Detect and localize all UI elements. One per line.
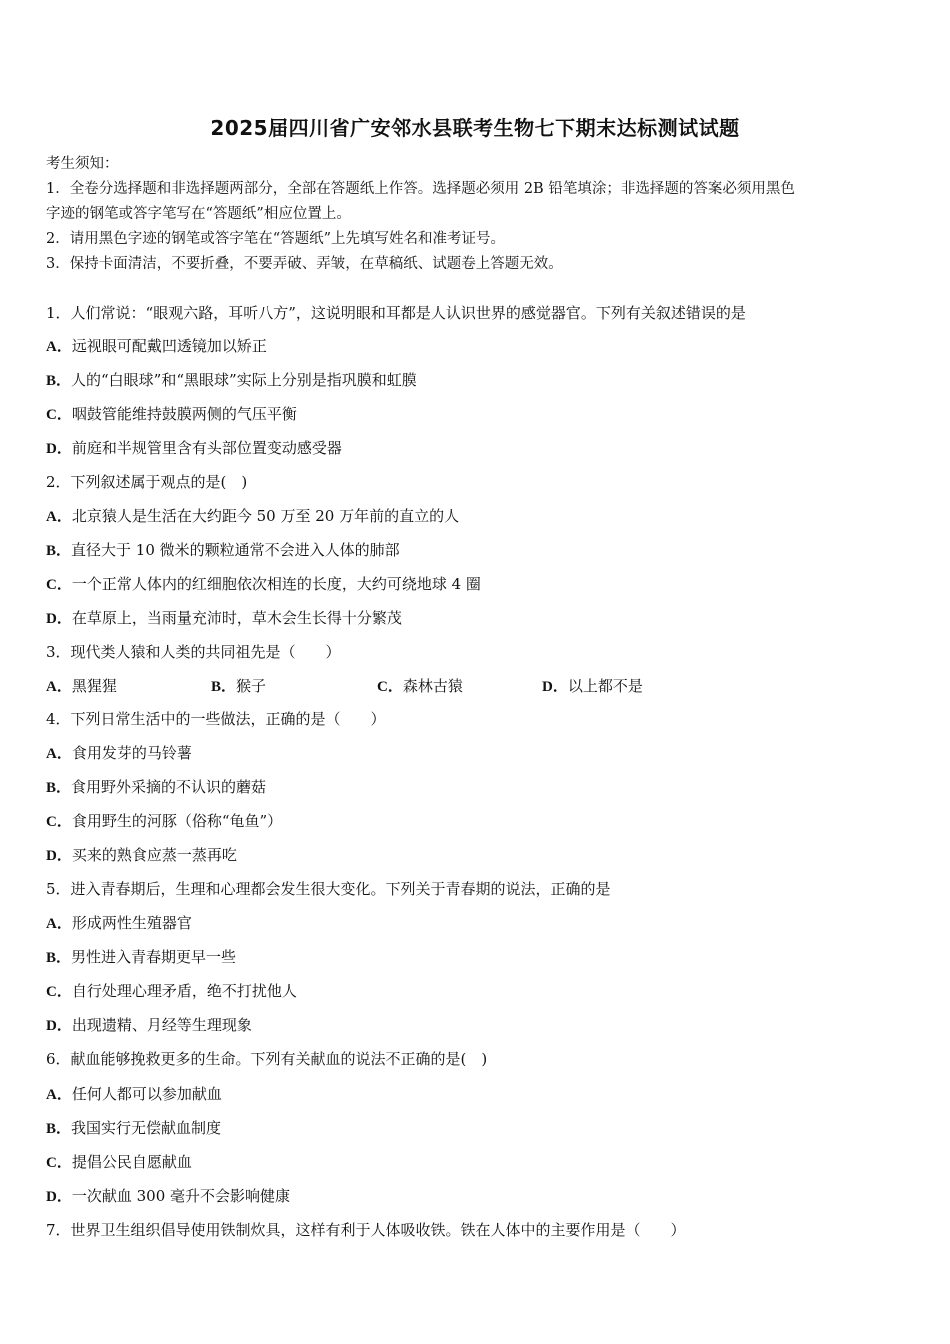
- option-text: 远视眼可配戴凹透镜加以矫正: [71, 337, 267, 355]
- notice-item: 字迹的钢笔或答字笔写在“答题纸”相应位置上。: [46, 206, 351, 222]
- option-label: B．: [46, 373, 72, 389]
- option-label: B．: [46, 543, 72, 559]
- answer-option: [46, 980, 297, 1001]
- question-stem: 5．进入青春期后，生理和心理都会发生很大变化。下列关于青春期的说法，正确的是: [46, 880, 611, 898]
- option-text: 男性进入青春期更早一些: [71, 948, 237, 966]
- option-label: C．: [46, 1155, 72, 1171]
- answer-option: [46, 844, 237, 865]
- answer-option: [46, 810, 282, 831]
- notice-heading: 考生须知：: [46, 156, 119, 172]
- option-text: 人的“白眼球”和“黑眼球”实际上分别是指巩膜和虹膜: [71, 371, 417, 389]
- option-label: B．: [46, 950, 72, 966]
- question-stem: 4．下列日常生活中的一些做法，正确的是（ ）: [46, 710, 386, 728]
- option-text: 任何人都可以参加献血: [71, 1085, 222, 1103]
- option-label: A．: [46, 916, 72, 932]
- option-label: A．: [46, 339, 72, 355]
- option-label: B．: [46, 1121, 72, 1137]
- answer-option: [46, 369, 417, 390]
- option-label: C．: [46, 407, 72, 423]
- option-text: 以上都不是: [567, 677, 643, 695]
- answer-options-row: [46, 675, 906, 697]
- answer-option: [46, 573, 481, 594]
- option-text: 直径大于 10 微米的颗粒通常不会进入人体的肺部: [71, 541, 400, 559]
- option-text: 自行处理心理矛盾，绝不打扰他人: [71, 982, 297, 1000]
- answer-option: [211, 675, 266, 696]
- answer-option: [46, 335, 267, 356]
- answer-option: [46, 539, 400, 560]
- exam-notice: [46, 152, 906, 277]
- answer-option: [46, 1014, 252, 1035]
- question-stem: 7．世界卫生组织倡导使用铁制炊具，这样有利于人体吸收铁。铁在人体中的主要作用是（ ）: [46, 1221, 686, 1239]
- option-label: A．: [46, 1087, 72, 1103]
- option-label: D．: [542, 679, 568, 695]
- answer-option: [542, 675, 643, 696]
- answer-option: [46, 1185, 290, 1206]
- notice-item: 2．请用黑色字迹的钢笔或答字笔在“答题纸”上先填写姓名和准考证号。: [46, 231, 506, 247]
- option-text: 黑猩猩: [71, 677, 117, 695]
- option-text: 提倡公民自愿献血: [71, 1153, 192, 1171]
- option-label: C．: [46, 984, 72, 1000]
- option-label: D．: [46, 848, 72, 864]
- option-text: 食用发芽的马铃薯: [71, 744, 192, 762]
- option-text: 一次献血 300 毫升不会影响健康: [71, 1187, 291, 1205]
- option-label: B．: [46, 780, 72, 796]
- answer-option: [46, 946, 236, 967]
- option-text: 一个正常人体内的红细胞依次相连的长度，大约可绕地球 4 圈: [71, 575, 481, 593]
- option-label: C．: [46, 814, 72, 830]
- answer-option: [46, 505, 459, 526]
- answer-option: [46, 403, 297, 424]
- question-stem: 3．现代类人猿和人类的共同祖先是（ ）: [46, 643, 341, 661]
- option-label: A．: [46, 679, 72, 695]
- option-text: 在草原上，当雨量充沛时，草木会生长得十分繁茂: [71, 609, 402, 627]
- option-label: C．: [46, 577, 72, 593]
- option-text: 买来的熟食应蒸一蒸再吃: [71, 846, 237, 864]
- answer-option: [46, 675, 117, 696]
- answer-option: [46, 1151, 192, 1172]
- option-text: 北京猿人是生活在大约距今 50 万至 20 万年前的直立的人: [71, 507, 460, 525]
- question-stem: 1．人们常说：“眼观六路，耳听八方”，这说明眼和耳都是人认识世界的感觉器官。下列有关叙述错误的是: [46, 304, 746, 322]
- notice-item: 3．保持卡面清洁，不要折叠，不要弄破、弄皱，在草稿纸、试题卷上答题无效。: [46, 256, 563, 272]
- option-label: A．: [46, 509, 72, 525]
- option-text: 前庭和半规管里含有头部位置变动感受器: [71, 439, 342, 457]
- answer-option: [46, 912, 192, 933]
- exam-title: 2025届四川省广安邻水县联考生物七下期末达标测试试题: [210, 116, 740, 140]
- answer-option: [46, 607, 402, 628]
- option-text: 出现遗精、月经等生理现象: [71, 1016, 252, 1034]
- option-label: D．: [46, 1018, 72, 1034]
- option-text: 咽鼓管能维持鼓膜两侧的气压平衡: [71, 405, 297, 423]
- option-text: 森林古猿: [402, 677, 463, 695]
- option-label: D．: [46, 441, 72, 457]
- option-label: C．: [377, 679, 403, 695]
- option-text: 猴子: [236, 677, 267, 695]
- option-text: 食用野外采摘的不认识的蘑菇: [71, 778, 267, 796]
- option-label: D．: [46, 1189, 72, 1205]
- option-text: 食用野生的河豚（俗称“龟鱼”）: [71, 812, 283, 830]
- answer-option: [46, 776, 266, 797]
- option-label: D．: [46, 611, 72, 627]
- answer-option: [46, 1117, 221, 1138]
- option-text: 我国实行无偿献血制度: [71, 1119, 222, 1137]
- option-label: A．: [46, 746, 72, 762]
- answer-option: [46, 437, 342, 458]
- question-stem: 2．下列叙述属于观点的是( ): [46, 473, 248, 491]
- answer-option: [46, 1083, 222, 1104]
- notice-item: 1．全卷分选择题和非选择题两部分，全部在答题纸上作答。选择题必须用 2B 铅笔填涂；非选择题的答案必须用黑色: [46, 181, 795, 197]
- answer-option: [377, 675, 463, 696]
- answer-option: [46, 742, 192, 763]
- question-stem: 6．献血能够挽救更多的生命。下列有关献血的说法不正确的是( ): [46, 1050, 488, 1068]
- option-label: B．: [211, 679, 237, 695]
- option-text: 形成两性生殖器官: [71, 914, 192, 932]
